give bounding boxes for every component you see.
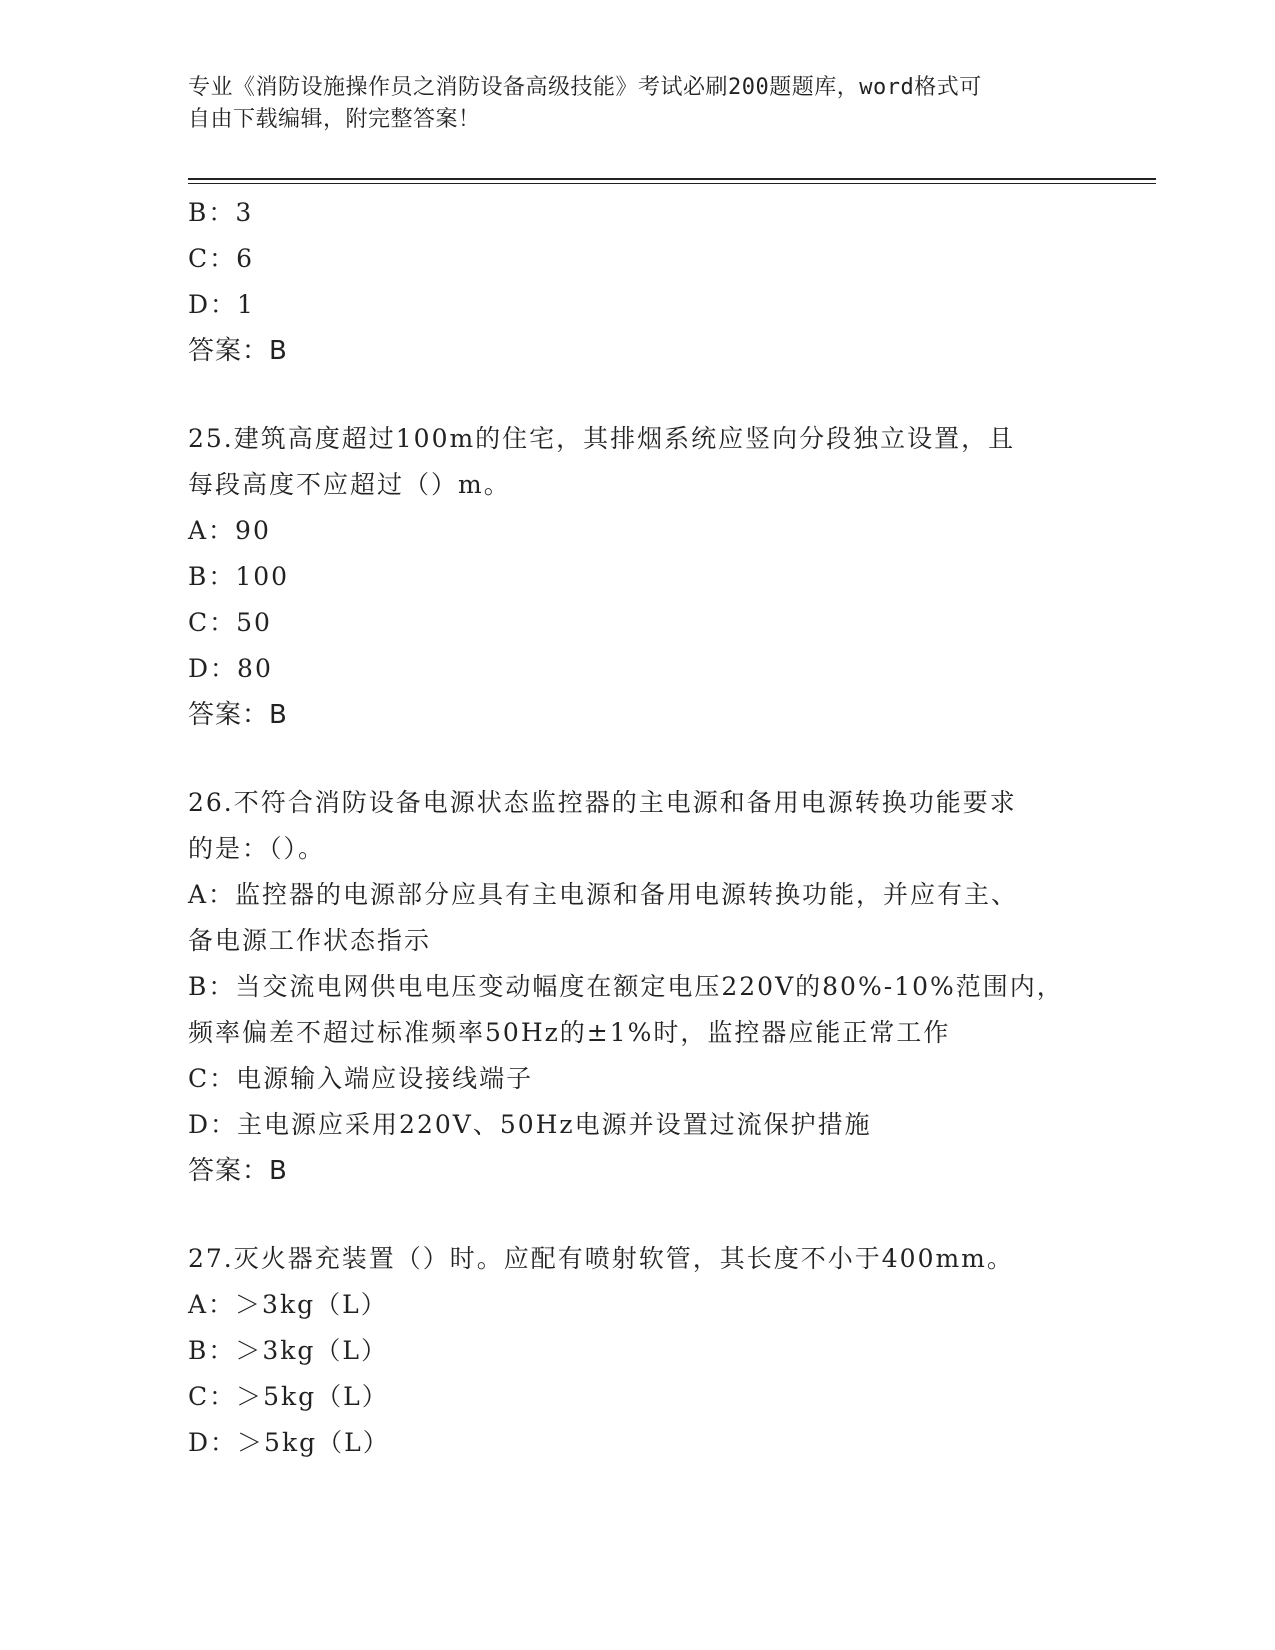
- option-b-continued: 频率偏差不超过标准频率50Hz的±1%时，监控器应能正常工作: [188, 1018, 951, 1047]
- header-rule-thin: [188, 183, 1156, 184]
- option-d: D：＞5kg（L）: [188, 1428, 390, 1457]
- option-a: A：90: [188, 516, 271, 545]
- option-c: C：50: [188, 608, 272, 637]
- question-26: [188, 780, 1088, 1194]
- option-c: C：＞5kg（L）: [188, 1382, 389, 1411]
- question-stem-line: 25.建筑高度超过100m的住宅，其排烟系统应竖向分段独立设置，且: [188, 424, 1016, 453]
- question-27: [188, 1236, 1088, 1466]
- spacer: [188, 1194, 1088, 1236]
- option-b: B：＞3kg（L）: [188, 1336, 389, 1365]
- option-a: A：监控器的电源部分应具有主电源和备用电源转换功能，并应有主、: [188, 880, 1019, 909]
- question-24-tail: [188, 190, 1088, 374]
- answer-line: 答案：B: [188, 700, 288, 730]
- spacer: [188, 374, 1088, 416]
- header-rule-thick: [188, 178, 1156, 180]
- question-25: [188, 416, 1088, 738]
- document-header: [188, 72, 1088, 136]
- option-c: C：电源输入端应设接线端子: [188, 1064, 534, 1093]
- answer-line: 答案：B: [188, 1156, 288, 1186]
- answer-line: 答案：B: [188, 336, 288, 366]
- option-b: B：当交流电网供电电压变动幅度在额定电压220V的80%-10%范围内，: [188, 972, 1064, 1001]
- question-content: [188, 190, 1088, 1466]
- question-stem-line: 每段高度不应超过（）m。: [188, 470, 511, 499]
- option-d: D：80: [188, 654, 273, 683]
- header-line-2: 自由下载编辑，附完整答案！: [188, 107, 481, 132]
- header-line-1: 专业《消防设施操作员之消防设备高级技能》考试必刷200题题库，word格式可: [188, 75, 982, 100]
- option-c: C：6: [188, 244, 255, 273]
- option-a: A：＞3kg（L）: [188, 1290, 388, 1319]
- spacer: [188, 738, 1088, 780]
- option-b: B：100: [188, 562, 290, 591]
- question-stem-line: 27.灭火器充装置（）时。应配有喷射软管，其长度不小于400mm。: [188, 1244, 1014, 1273]
- question-stem-line: 26.不符合消防设备电源状态监控器的主电源和备用电源转换功能要求: [188, 788, 1017, 817]
- option-a-continued: 备电源工作状态指示: [188, 926, 432, 955]
- option-b: B：3: [188, 198, 254, 227]
- question-stem-line: 的是：（）。: [188, 834, 326, 863]
- option-d: D：主电源应采用220V、50Hz电源并设置过流保护措施: [188, 1110, 872, 1139]
- option-d: D：1: [188, 290, 255, 319]
